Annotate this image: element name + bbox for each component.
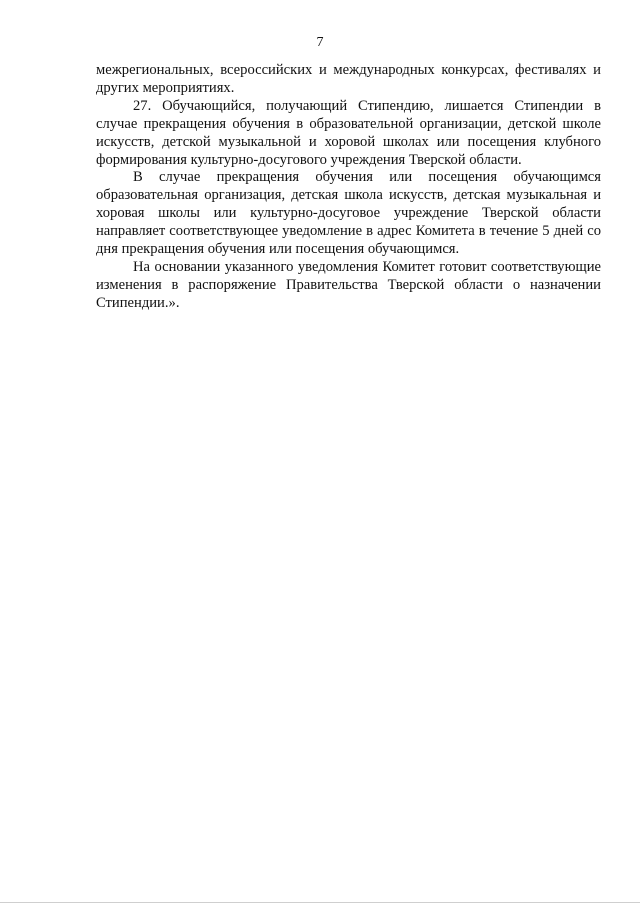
paragraph-committee-changes: На основании указанного уведомления Комитет готовит соответствующие изменения в распоряжение Правительства Тверской области о назначении Стипендии.».	[96, 258, 601, 311]
paragraph-notification: В случае прекращения обучения или посещения обучающимся образовательная организация, детская школа искусств, детская музыкальная и хоровая школы или культурно-досуговое учреждение Тверской области направляет соответствующее уведомление в адрес Комитета в течение 5 дней со дня прекращения обучения или посещения обучающимся.	[96, 169, 601, 258]
paragraph-continuation: межрегиональных, всероссийских и международных конкурсах, фестивалях и других мероприятиях.	[96, 62, 601, 96]
page-bottom-edge	[0, 902, 640, 903]
paragraph-item-27: 27. Обучающийся, получающий Стипендию, лишается Стипендии в случае прекращения обучения в образовательной организации, детской школе искусств, детской музыкальной и хоровой школах или посещения клубного формирования культурно-досугового учреждения Тверской области.	[96, 97, 601, 168]
document-body	[96, 62, 601, 313]
page-number: 7	[316, 35, 324, 50]
